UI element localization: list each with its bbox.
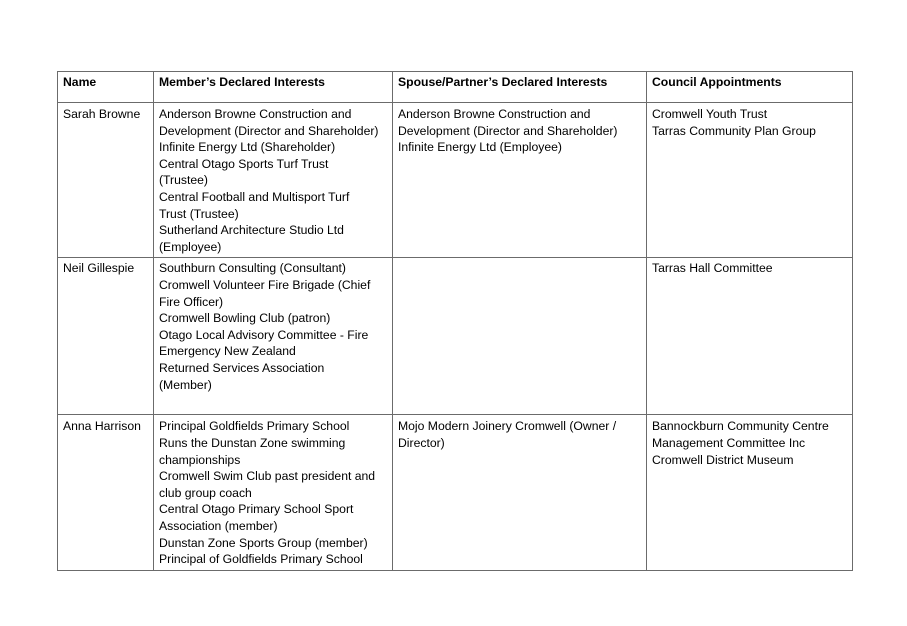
member-line: Central Otago Sports Turf Trust bbox=[159, 156, 329, 171]
member-line: Association (member) bbox=[159, 518, 278, 533]
spouse-cell bbox=[393, 415, 647, 570]
council-cell bbox=[647, 415, 853, 570]
member-line: Sutherland Architecture Studio Ltd bbox=[159, 223, 344, 238]
member-line: Development (Director and Shareholder) bbox=[159, 123, 379, 138]
member-line: Southburn Consulting (Consultant) bbox=[159, 261, 346, 276]
member-line: Cromwell Bowling Club (patron) bbox=[159, 311, 331, 326]
header-council-appointments: Council Appointments bbox=[647, 72, 853, 103]
member-line: Cromwell Volunteer Fire Brigade (Chief bbox=[159, 277, 371, 292]
spouse-line: Director) bbox=[398, 435, 445, 450]
declared-interests-table bbox=[57, 71, 853, 571]
member-line: (Trustee) bbox=[159, 173, 208, 188]
member-line: Returned Services Association bbox=[159, 360, 325, 375]
table-row bbox=[58, 415, 853, 570]
spouse-line: Infinite Energy Ltd (Employee) bbox=[398, 140, 562, 155]
table-row bbox=[58, 103, 853, 258]
member-line: Otago Local Advisory Committee - Fire bbox=[159, 327, 369, 342]
member-name-cell: Sarah Browne bbox=[58, 103, 154, 258]
council-line: Management Committee Inc bbox=[652, 435, 806, 450]
member-cell bbox=[154, 415, 393, 570]
council-line: Cromwell Youth Trust bbox=[652, 107, 768, 121]
council-line: Bannockburn Community Centre bbox=[652, 419, 829, 434]
table-header-row bbox=[58, 72, 853, 103]
spouse-line: Mojo Modern Joinery Cromwell (Owner / bbox=[398, 419, 617, 434]
member-line: Cromwell Swim Club past president and bbox=[159, 469, 376, 484]
table-row bbox=[58, 258, 853, 415]
council-line: Cromwell District Museum bbox=[652, 452, 794, 467]
council-line: Tarras Community Plan Group bbox=[652, 123, 816, 138]
member-line: Principal Goldfields Primary School bbox=[159, 419, 350, 434]
member-line: Principal of Goldfields Primary School bbox=[159, 552, 363, 567]
spouse-line: Anderson Browne Construction and bbox=[398, 107, 591, 121]
member-line: Central Otago Primary School Sport bbox=[159, 502, 354, 517]
header-spouse-interests: Spouse/Partner’s Declared Interests bbox=[393, 72, 647, 103]
council-cell bbox=[647, 258, 853, 415]
member-line: Central Football and Multisport Turf bbox=[159, 189, 350, 204]
member-line: Fire Officer) bbox=[159, 294, 224, 309]
member-name-cell: Anna Harrison bbox=[58, 415, 154, 570]
member-line: Runs the Dunstan Zone swimming bbox=[159, 435, 346, 450]
header-name: Name bbox=[58, 72, 154, 103]
member-line: (Member) bbox=[159, 377, 212, 392]
member-name-cell: Neil Gillespie bbox=[58, 258, 154, 415]
member-line: (Employee) bbox=[159, 239, 222, 254]
member-line: Anderson Browne Construction and bbox=[159, 107, 352, 121]
spouse-line: Development (Director and Shareholder) bbox=[398, 123, 618, 138]
member-line: club group coach bbox=[159, 485, 252, 500]
member-line: Emergency New Zealand bbox=[159, 344, 296, 359]
header-member-interests: Member’s Declared Interests bbox=[154, 72, 393, 103]
member-line: championships bbox=[159, 452, 241, 467]
council-cell bbox=[647, 103, 853, 258]
member-cell bbox=[154, 103, 393, 258]
spouse-cell bbox=[393, 258, 647, 415]
member-line: Infinite Energy Ltd (Shareholder) bbox=[159, 140, 336, 155]
spouse-cell bbox=[393, 103, 647, 258]
member-cell bbox=[154, 258, 393, 415]
member-line: Trust (Trustee) bbox=[159, 206, 239, 221]
council-line: Tarras Hall Committee bbox=[652, 261, 773, 276]
member-line: Dunstan Zone Sports Group (member) bbox=[159, 535, 368, 550]
